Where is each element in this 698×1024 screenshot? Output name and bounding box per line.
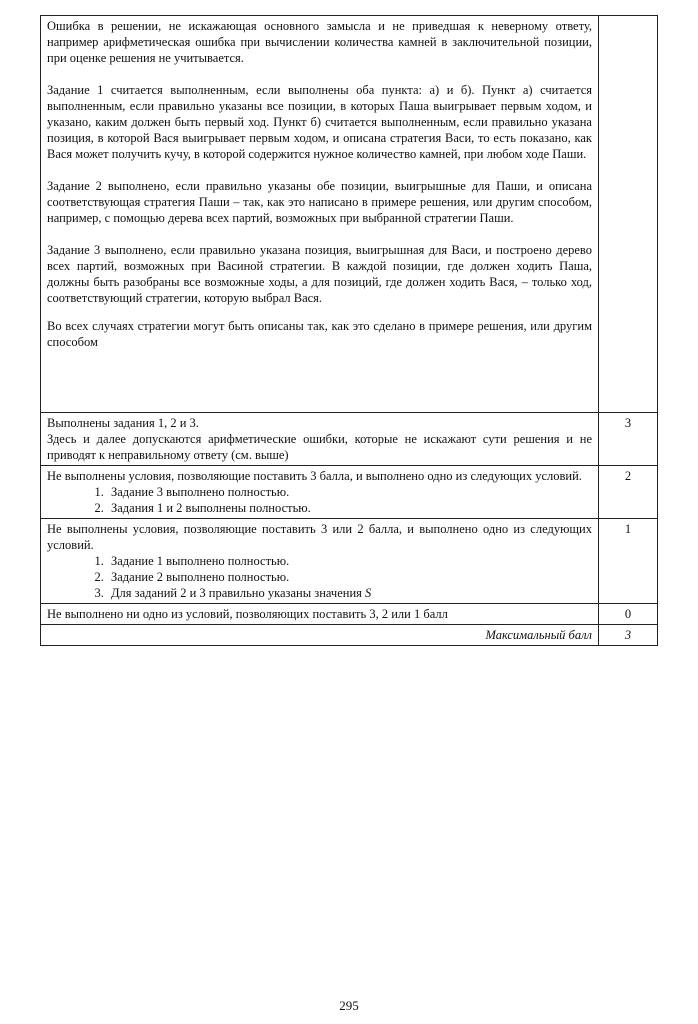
max-score-label: Максимальный балл	[41, 625, 599, 646]
row-2-lead: Не выполнены условия, позволяющие поставить 3 балла, и выполнено одно из следующих условий.	[47, 469, 582, 483]
row-1-lead: Не выполнены условия, позволяющие поставить 3 или 2 балла, и выполнено одно из следующих условий.	[47, 522, 592, 552]
row-1-condition-3-variable: S	[365, 586, 372, 600]
row-1-conditions	[47, 553, 592, 601]
row-2-condition-1: 1. Задание 3 выполнено полностью.	[107, 484, 592, 500]
row-3-line-2: Здесь и далее допускаются арифметические ошибки, которые не искажают сути решения и не приводят к неправильному ответу (см. выше)	[47, 432, 592, 462]
max-score-row	[41, 625, 658, 646]
score-row-2-text	[41, 466, 599, 519]
row-1-condition-1: 1. Задание 1 выполнено полностью.	[107, 553, 592, 569]
criteria-intro-row	[41, 16, 658, 413]
row-2-condition-2: 2. Задания 1 и 2 выполнены полностью.	[107, 500, 592, 516]
intro-paragraph-5: Во всех случаях стратегии могут быть описаны так, как это сделано в примере решения, или другим способом	[47, 319, 592, 349]
row-1-condition-3	[107, 585, 592, 601]
score-row-2	[41, 466, 658, 519]
score-value-3: 3	[599, 413, 658, 466]
page-number: 295	[339, 998, 359, 1013]
row-1-condition-3-text: Для заданий 2 и 3 правильно указаны значения	[111, 586, 366, 600]
score-row-0	[41, 604, 658, 625]
score-row-0-text: Не выполнено ни одно из условий, позволяющих поставить 3, 2 или 1 балл	[41, 604, 599, 625]
score-value-1: 1	[599, 519, 658, 604]
score-value-2: 2	[599, 466, 658, 519]
score-row-1-text	[41, 519, 599, 604]
intro-paragraph-2: Задание 1 считается выполненным, если выполнены оба пункта: а) и б). Пункт а) считается выполненным, если правильно указаны все позиции, в которых Паша выигрывает первым ходом, и указано, каким должен быть первый ход. Пункт б) считается выполненным, если правильно указана позиция, в которой Вася выигрывает первым ходом, и описана стратегия Васи, то есть показано, как Вася может получить кучу, в которой содержится нужное количество камней, при любом ходе Паши.	[47, 83, 592, 161]
row-1-condition-2: 2. Задание 2 выполнено полностью.	[107, 569, 592, 585]
intro-paragraph-3: Задание 2 выполнено, если правильно указаны обе позиции, выигрышные для Паши, и описана соответствующая стратегия Паши – так, как это написано в примере решения, или другим способом, например, с помощью дерева всех партий, возможных при выбранной стратегии Паши.	[47, 179, 592, 225]
score-value-0: 0	[599, 604, 658, 625]
row-3-line-1: Выполнены задания 1, 2 и 3.	[47, 416, 199, 430]
intro-score-cell	[599, 16, 658, 413]
intro-paragraph-1: Ошибка в решении, не искажающая основного замысла и не приведшая к неверному ответу, например арифметическая ошибка при вычислении количества камней в заключительной позиции, при оценке решения не учитывается.	[47, 19, 592, 65]
row-2-conditions	[47, 484, 592, 516]
score-row-3-text	[41, 413, 599, 466]
intro-paragraph-4: Задание 3 выполнено, если правильно указана позиция, выигрышная для Васи, и построено дерево всех партий, возможных при Васиной стратегии. В каждой позиции, где должен ходить Паша, должны быть разобраны все возможные ходы, а для позиций, где должен ходить Вася, – только ход, соответствующий стратегии, которую выбрал Вася.	[47, 243, 592, 305]
score-row-1	[41, 519, 658, 604]
criteria-intro-cell	[41, 16, 599, 413]
grading-table	[40, 15, 658, 646]
max-score-value: 3	[599, 625, 658, 646]
score-row-3	[41, 413, 658, 466]
